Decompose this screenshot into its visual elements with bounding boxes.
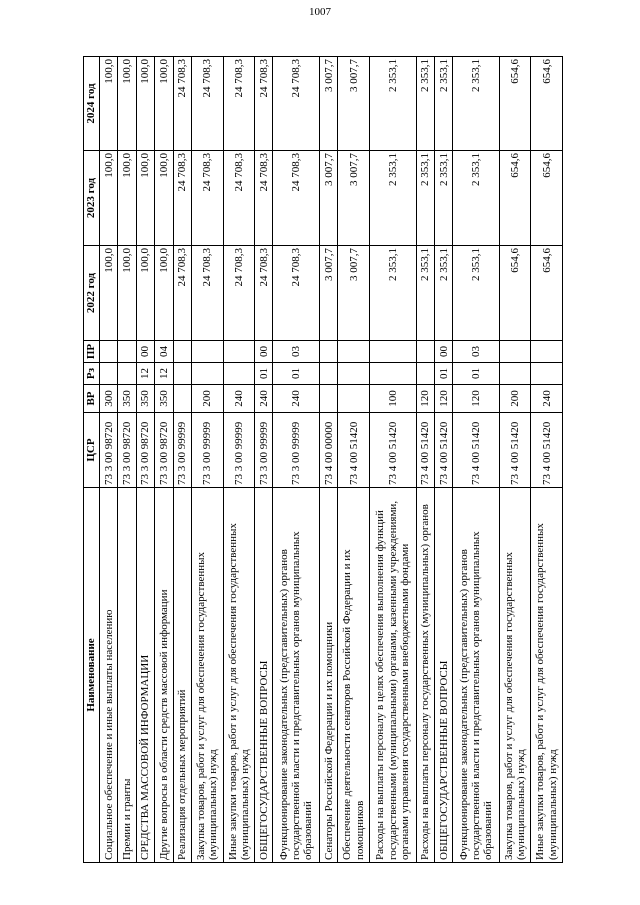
table-row [499,57,530,863]
header-rz: Рз [84,363,100,385]
cell-csr: 73 3 00 99999 [273,413,320,488]
cell-2024: 100,0 [100,57,118,151]
cell-2022: 24 708,3 [192,246,223,341]
cell-rz: 01 [273,363,320,385]
cell-rz [192,363,223,385]
cell-name: Обеспечение деятельности сенаторов Российской Федерации и их помощников [338,488,369,863]
rotated-table-frame [83,57,563,863]
cell-name: Расходы на выплаты персоналу государственных (муниципальных) органов [416,488,434,863]
cell-csr: 73 4 00 51420 [434,413,452,488]
cell-2022: 3 007,7 [320,246,338,341]
table-body [100,57,563,863]
cell-2024: 3 007,7 [320,57,338,151]
cell-name: Иные закупки товаров, работ и услуг для обеспечения государственных (муниципальных) нужд [531,488,563,863]
cell-2023: 24 708,3 [173,151,191,246]
cell-pr [118,341,136,363]
cell-2022: 2 353,1 [434,246,452,341]
cell-pr [338,341,369,363]
cell-csr: 73 3 00 98720 [136,413,154,488]
table-row [136,57,154,863]
cell-name: ОБЩЕГОСУДАРСТВЕННЫЕ ВОПРОСЫ [255,488,273,863]
cell-2024: 24 708,3 [273,57,320,151]
table-row [173,57,191,863]
cell-2022: 100,0 [136,246,154,341]
table-row [369,57,416,863]
cell-name: Закупка товаров, работ и услуг для обеспечения государственных (муниципальных) нужд [499,488,530,863]
cell-vr: 120 [416,385,434,413]
cell-csr: 73 3 00 98720 [100,413,118,488]
cell-2023: 654,6 [499,151,530,246]
cell-2024: 100,0 [118,57,136,151]
page-number: 1007 [309,6,331,18]
cell-pr [416,341,434,363]
cell-pr [369,341,416,363]
cell-csr: 73 3 00 98720 [155,413,173,488]
cell-csr: 73 3 00 99999 [223,413,254,488]
cell-name: Социальное обеспечение и иные выплаты населению [100,488,118,863]
cell-vr: 240 [223,385,254,413]
cell-vr: 200 [499,385,530,413]
cell-csr: 73 3 00 99999 [192,413,223,488]
cell-2022: 2 353,1 [416,246,434,341]
cell-2024: 24 708,3 [223,57,254,151]
table-row [434,57,452,863]
cell-rz: 12 [155,363,173,385]
cell-rz [416,363,434,385]
cell-rz [100,363,118,385]
header-2022: 2022 год [84,246,100,341]
cell-vr: 350 [136,385,154,413]
cell-2024: 2 353,1 [453,57,500,151]
cell-vr: 240 [531,385,563,413]
cell-2023: 2 353,1 [416,151,434,246]
cell-2023: 2 353,1 [453,151,500,246]
header-2024: 2024 год [84,57,100,151]
cell-csr: 73 4 00 51420 [453,413,500,488]
cell-vr: 300 [100,385,118,413]
cell-pr [100,341,118,363]
cell-2023: 654,6 [531,151,563,246]
table-header-row [84,57,100,863]
cell-2024: 654,6 [499,57,530,151]
table-row [255,57,273,863]
cell-name: Функционирование законодательных (представительных) органов государственной власти и представительных органов муниципальных образований [453,488,500,863]
cell-rz: 01 [434,363,452,385]
cell-name: Иные закупки товаров, работ и услуг для обеспечения государственных (муниципальных) нужд [223,488,254,863]
cell-pr [223,341,254,363]
rotated-table-container [83,57,563,863]
cell-2022: 100,0 [155,246,173,341]
cell-2023: 24 708,3 [192,151,223,246]
cell-rz [223,363,254,385]
cell-pr: 00 [255,341,273,363]
cell-2024: 24 708,3 [173,57,191,151]
cell-vr: 200 [192,385,223,413]
cell-name: Другие вопросы в области средств массовой информации [155,488,173,863]
cell-csr: 73 4 00 51420 [338,413,369,488]
cell-vr: 120 [453,385,500,413]
cell-vr [338,385,369,413]
header-2023: 2023 год [84,151,100,246]
cell-vr: 120 [434,385,452,413]
table-row [223,57,254,863]
cell-2022: 2 353,1 [453,246,500,341]
cell-rz: 12 [136,363,154,385]
cell-pr: 03 [453,341,500,363]
header-pr: ПР [84,341,100,363]
cell-csr: 73 3 00 99999 [255,413,273,488]
table-row [192,57,223,863]
cell-2022: 100,0 [118,246,136,341]
table-row [273,57,320,863]
header-name: Наименование [84,488,100,863]
cell-2024: 24 708,3 [192,57,223,151]
cell-vr: 100 [369,385,416,413]
cell-name: ОБЩЕГОСУДАРСТВЕННЫЕ ВОПРОСЫ [434,488,452,863]
cell-name: СРЕДСТВА МАССОВОЙ ИНФОРМАЦИИ [136,488,154,863]
cell-csr: 73 3 00 99999 [173,413,191,488]
cell-vr: 350 [118,385,136,413]
cell-2024: 24 708,3 [255,57,273,151]
cell-2022: 3 007,7 [338,246,369,341]
cell-rz [320,363,338,385]
cell-rz: 01 [255,363,273,385]
cell-2022: 24 708,3 [255,246,273,341]
cell-2023: 24 708,3 [223,151,254,246]
cell-2023: 100,0 [118,151,136,246]
cell-csr: 73 4 00 51420 [369,413,416,488]
cell-vr [173,385,191,413]
cell-2023: 100,0 [100,151,118,246]
cell-2023: 24 708,3 [255,151,273,246]
cell-name: Закупка товаров, работ и услуг для обеспечения государственных (муниципальных) нужд [192,488,223,863]
cell-rz [369,363,416,385]
cell-rz: 01 [453,363,500,385]
cell-csr: 73 4 00 51420 [531,413,563,488]
table-row [118,57,136,863]
cell-pr: 03 [273,341,320,363]
cell-rz [499,363,530,385]
cell-vr: 240 [273,385,320,413]
header-csr: ЦСР [84,413,100,488]
cell-csr: 73 4 00 51420 [416,413,434,488]
cell-pr [320,341,338,363]
cell-2022: 654,6 [499,246,530,341]
header-vr: ВР [84,385,100,413]
budget-table [83,56,563,863]
cell-2024: 2 353,1 [369,57,416,151]
cell-csr: 73 3 00 98720 [118,413,136,488]
cell-rz [338,363,369,385]
cell-2023: 2 353,1 [369,151,416,246]
cell-2024: 654,6 [531,57,563,151]
cell-vr: 240 [255,385,273,413]
cell-rz [173,363,191,385]
cell-2024: 100,0 [136,57,154,151]
cell-csr: 73 4 00 00000 [320,413,338,488]
cell-name: Сенаторы Российской Федерации и их помощники [320,488,338,863]
cell-rz [118,363,136,385]
cell-pr [192,341,223,363]
cell-2023: 24 708,3 [273,151,320,246]
cell-2022: 24 708,3 [223,246,254,341]
table-row [100,57,118,863]
cell-2024: 2 353,1 [434,57,452,151]
cell-2024: 100,0 [155,57,173,151]
table-row [416,57,434,863]
cell-vr [320,385,338,413]
cell-name: Расходы на выплаты персоналу в целях обеспечения выполнения функций государственными (муниципальными) органами, казенными учреждениями, органами управления государственными внебюджетными фондами [369,488,416,863]
cell-name: Функционирование законодательных (представительных) органов государственной власти и представительных органов муниципальных образований [273,488,320,863]
cell-2024: 2 353,1 [416,57,434,151]
cell-csr: 73 4 00 51420 [499,413,530,488]
table-row [453,57,500,863]
cell-2023: 3 007,7 [338,151,369,246]
table-row [155,57,173,863]
cell-2023: 100,0 [136,151,154,246]
cell-name: Реализация отдельных мероприятий [173,488,191,863]
cell-2023: 100,0 [155,151,173,246]
cell-2022: 24 708,3 [273,246,320,341]
table-row [531,57,563,863]
cell-name: Премии и гранты [118,488,136,863]
cell-2022: 2 353,1 [369,246,416,341]
cell-2022: 100,0 [100,246,118,341]
cell-pr [531,341,563,363]
cell-2022: 654,6 [531,246,563,341]
cell-2024: 3 007,7 [338,57,369,151]
cell-vr: 350 [155,385,173,413]
cell-pr: 04 [155,341,173,363]
table-row [338,57,369,863]
cell-pr [173,341,191,363]
cell-rz [531,363,563,385]
cell-2023: 3 007,7 [320,151,338,246]
cell-2022: 24 708,3 [173,246,191,341]
cell-pr [499,341,530,363]
cell-2023: 2 353,1 [434,151,452,246]
cell-pr: 00 [136,341,154,363]
cell-pr: 00 [434,341,452,363]
table-row [320,57,338,863]
